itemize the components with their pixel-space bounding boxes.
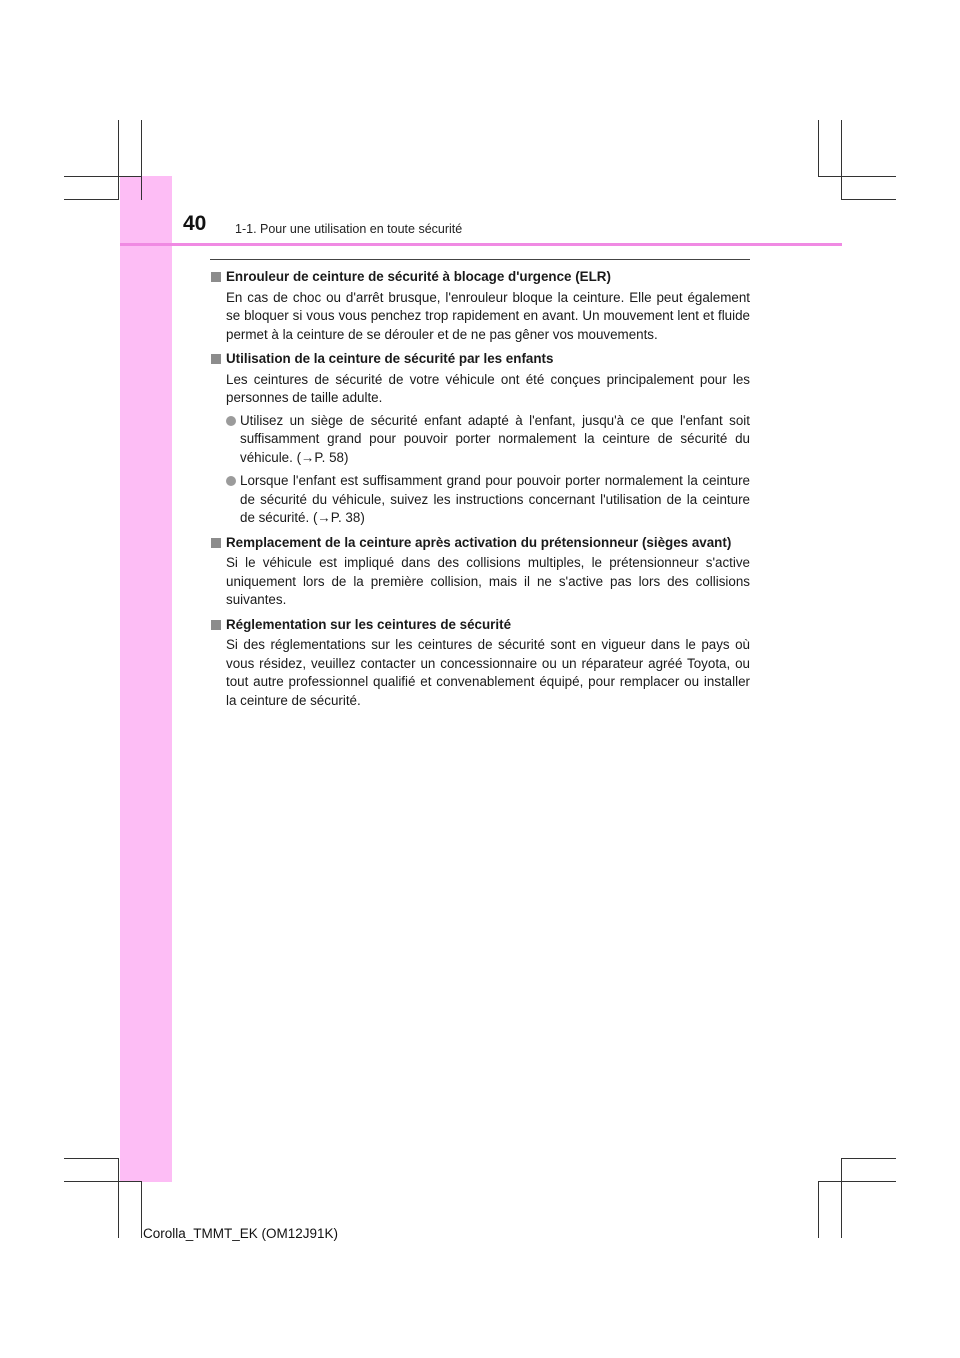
square-bullet-icon [211, 272, 221, 282]
heading-text: Enrouleur de ceinture de sécurité à blocage d'urgence (ELR) [226, 269, 611, 284]
content-top-rule [210, 259, 750, 260]
crop-mark [841, 1158, 896, 1159]
round-bullet-icon [226, 476, 236, 486]
crop-mark [141, 120, 142, 200]
crop-mark [818, 176, 896, 177]
list-item-text: Utilisez un siège de sécurité enfant adapté à l'enfant, jusqu'à ce que l'enfant soit suffisamment grand pour pouvoir porter normalement la ceinture de sécurité du véhicule. (→P. 58) [240, 412, 750, 465]
section-heading [210, 616, 750, 635]
list-item-text: Lorsque l'enfant est suffisamment grand pour pouvoir porter normalement la ceinture de sécurité du véhicule, suivez les instructions concernant l'utilisation de la ceinture de sécurité. (→P. 38) [240, 473, 750, 525]
section-heading [210, 534, 750, 553]
crop-mark [841, 1158, 842, 1238]
crop-mark [64, 1158, 119, 1159]
side-tab-band [120, 176, 172, 1182]
section-paragraph: Si le véhicule est impliqué dans des collisions multiples, le prétensionneur s'active uniquement lors de la première collision, mais il ne s'active pas lors des collisions suivantes. [226, 555, 750, 607]
list-item [210, 472, 750, 528]
crop-mark [118, 1158, 119, 1238]
crop-mark [64, 176, 142, 177]
heading-text: Réglementation sur les ceintures de sécurité [226, 616, 512, 632]
section-heading [210, 350, 750, 369]
crop-mark [841, 199, 896, 200]
crop-mark [64, 1181, 142, 1182]
section-paragraph: Les ceintures de sécurité de votre véhicule ont été conçues principalement pour les personnes de taille adulte. [226, 371, 750, 405]
heading-text: Utilisation de la ceinture de sécurité par les enfants [226, 351, 554, 366]
square-bullet-icon [211, 620, 221, 630]
heading-text: Remplacement de la ceinture après activation du prétensionneur (sièges avant) [226, 534, 732, 550]
crop-mark [141, 1182, 142, 1238]
crop-mark [818, 1182, 819, 1238]
page-number: 40 [183, 212, 207, 235]
crop-mark [118, 120, 119, 200]
crop-mark [64, 199, 119, 200]
round-bullet-icon [226, 416, 236, 426]
footer-model-code: Corolla_TMMT_EK (OM12J91K) [143, 1226, 339, 1241]
section-paragraph: En cas de choc ou d'arrêt brusque, l'enrouleur bloque la ceinture. Elle peut également se bloquer si vous vous penchez trop rapidement en avant. Un mouvement lent et fluide permet à la ceinture de se dérouler et de ne pas gêner vos mouvements. [226, 289, 750, 342]
section-heading [210, 268, 750, 287]
square-bullet-icon [211, 354, 221, 364]
list-item [210, 412, 750, 468]
section-paragraph: Si des réglementations sur les ceintures de sécurité sont en vigueur dans le pays où vous résidez, veuillez contacter un concessionnaire ou un réparateur agréé Toyota, ou tout autre professionnel qualifié et convenablement équipé, pour remplacer ou installer la ceinture de sécurité. [226, 637, 750, 708]
header-rule [120, 243, 842, 246]
content-body [210, 268, 750, 714]
section-title: 1-1. Pour une utilisation en toute sécurité [235, 222, 463, 236]
crop-mark [818, 120, 819, 176]
square-bullet-icon [211, 538, 221, 548]
crop-mark [841, 120, 842, 200]
crop-mark [818, 1181, 896, 1182]
